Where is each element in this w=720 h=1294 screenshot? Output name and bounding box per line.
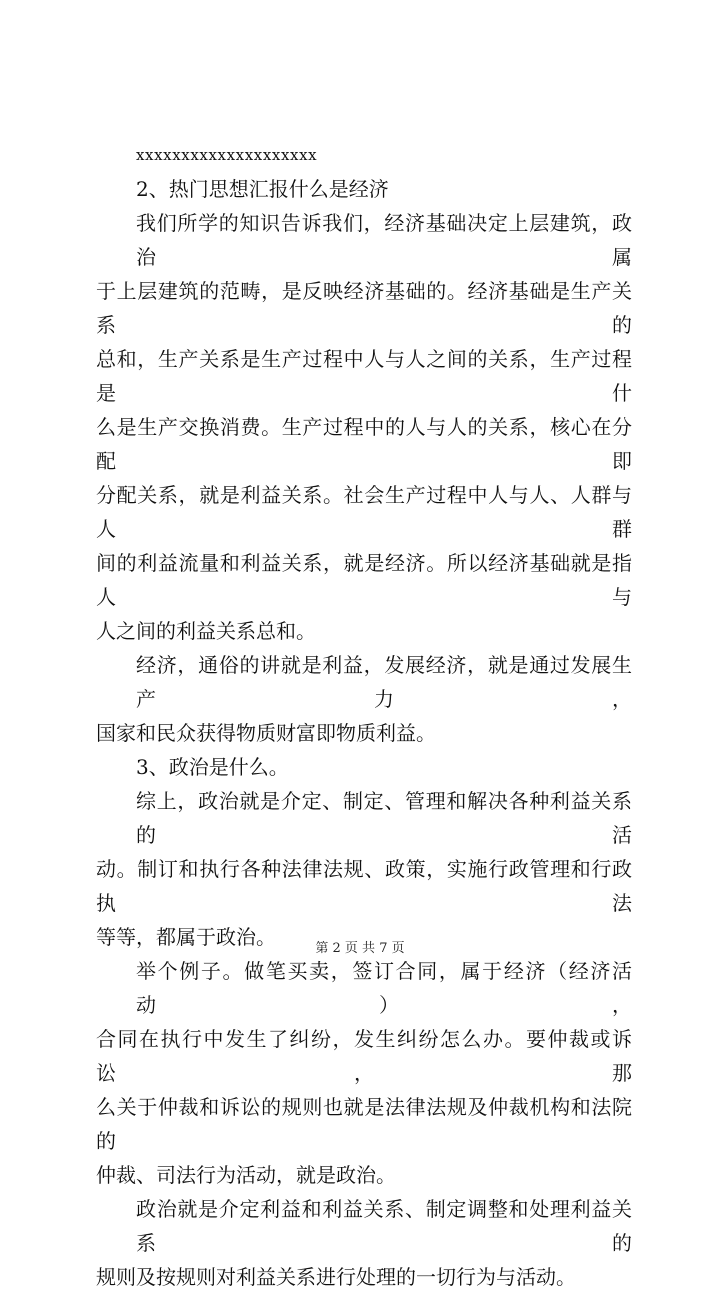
document-body [96, 138, 632, 1294]
paragraph-line: 政治就是介定利益和利益关系、制定调整和处理利益关系的 [136, 1197, 632, 1255]
section-heading-2: 2、热门思想汇报什么是经济 [136, 177, 389, 201]
paragraph-line: 人之间的利益关系总和。 [96, 619, 316, 643]
masked-line: xxxxxxxxxxxxxxxxxxxx [136, 146, 318, 164]
paragraph-politics-definition [96, 1192, 632, 1294]
paragraph-politics-summary [96, 784, 632, 954]
paragraph-line: 么关于仲裁和诉讼的规则也就是法律法规及仲裁机构和法院的 [96, 1095, 632, 1153]
paragraph-line: 间的利益流量和利益关系，就是经济。所以经济基础就是指人与 [96, 551, 632, 609]
paragraph-economy-basis [96, 206, 632, 648]
paragraph-line: 等等，都属于政治。 [96, 925, 276, 949]
paragraph-line: 仲裁、司法行为活动，就是政治。 [96, 1163, 396, 1187]
paragraph-line: 分配关系，就是利益关系。社会生产过程中人与人、人群与人群 [96, 483, 632, 541]
paragraph-line: 经济，通俗的讲就是利益，发展经济，就是通过发展生产力， [136, 653, 632, 711]
paragraph-economy-definition [96, 648, 632, 750]
paragraph-line: 总和，生产关系是生产过程中人与人之间的关系，生产过程是什 [96, 347, 632, 405]
paragraph-line: 举个例子。做笔买卖，签订合同，属于经济（经济活动）， [136, 959, 632, 1017]
page-number-footer: 第 2 页 共 7 页 [315, 941, 405, 956]
paragraph-line: 综上，政治就是介定、制定、管理和解决各种利益关系的活 [136, 789, 632, 847]
section-heading-3: 3、政治是什么。 [136, 755, 289, 779]
paragraph-line: 国家和民众获得物质财富即物质利益。 [96, 721, 436, 745]
paragraph-line: 规则及按规则对利益关系进行处理的一切行为与活动。 [96, 1265, 576, 1289]
paragraph-line: 么是生产交换消费。生产过程中的人与人的关系，核心在分配即 [96, 415, 632, 473]
paragraph-example [96, 954, 632, 1192]
paragraph-line: 合同在执行中发生了纠纷，发生纠纷怎么办。要仲裁或诉讼，那 [96, 1027, 632, 1085]
paragraph-line: 于上层建筑的范畴，是反映经济基础的。经济基础是生产关系的 [96, 279, 632, 337]
paragraph-line: 我们所学的知识告诉我们，经济基础决定上层建筑，政治属 [136, 211, 632, 269]
paragraph-line: 动。制订和执行各种法律法规、政策，实施行政管理和行政执法 [96, 857, 632, 915]
